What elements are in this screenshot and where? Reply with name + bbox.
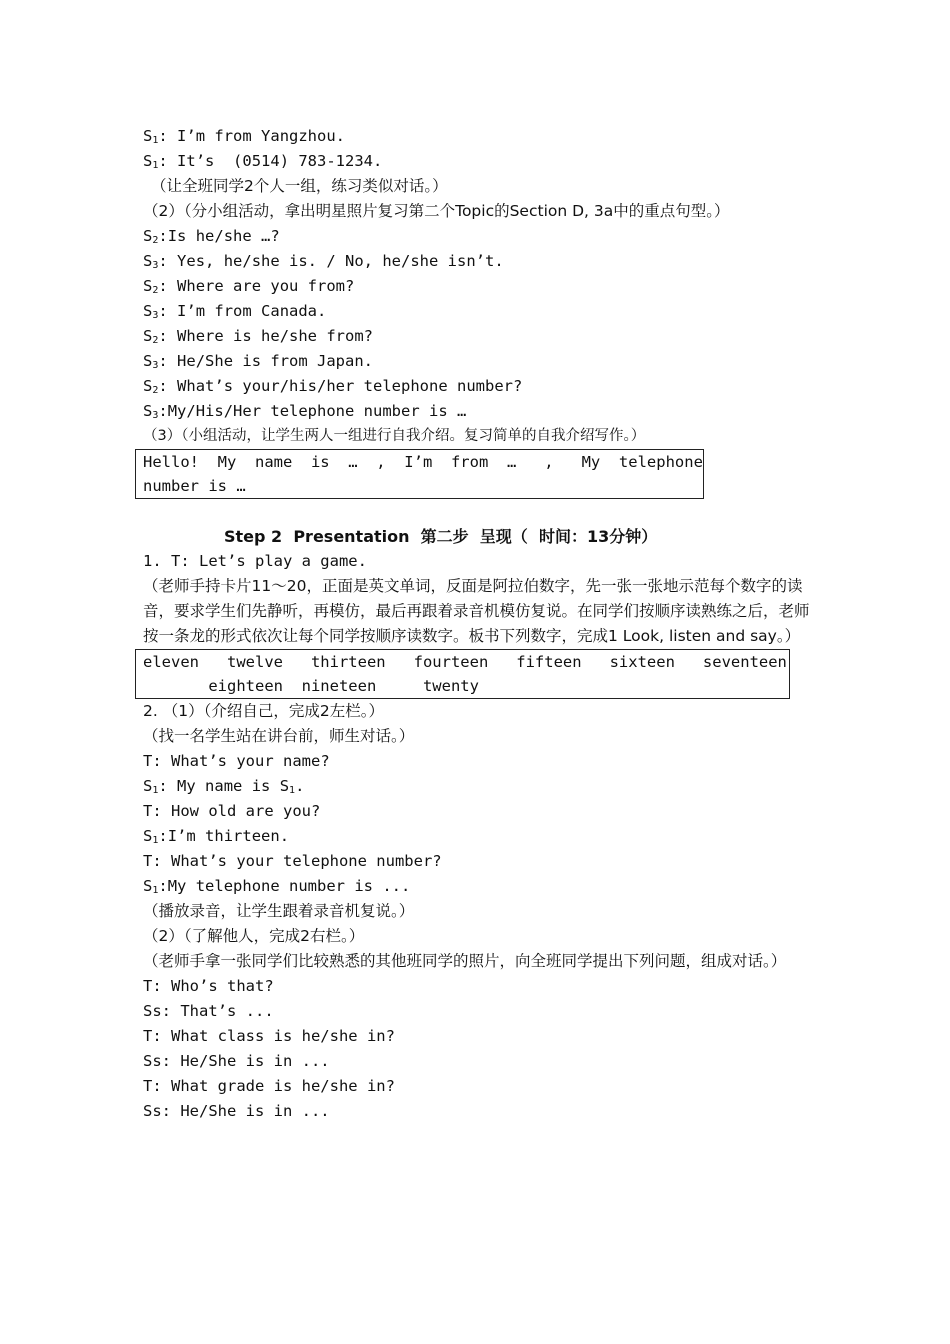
dialogue-line: $S_2$: Where is he/she from?: [143, 327, 374, 346]
dialogue-line: Ss: He/She is in ...: [143, 1102, 330, 1120]
dialogue-line: $S_1:My$ telephone number is ...: [143, 877, 411, 896]
box-line: Hello! My name is … , I’m from … , My telephone: [143, 453, 703, 471]
dialogue-line: $S_1$: My name is $S_1$.: [143, 777, 305, 796]
numbers-box: [135, 649, 790, 699]
instruction-note: （找一名学生站在讲台前，师生对话。）: [143, 727, 415, 745]
box-line: eighteen nineteen twenty: [143, 677, 479, 695]
dialogue-line: T: Who’s that?: [143, 977, 274, 995]
instruction-note: （2）（分小组活动，拿出明星照片复习第二个Topic的Section D, 3a中的重点句型。）: [143, 202, 730, 220]
instruction-note: （老师手持卡片11～20，正面是英文单词，反面是阿拉伯数字，先一张一张地示范每个数字的读音，要求学生们先静听，再模仿，最后再跟着录音机模仿复说。在同学们按顺序读熟练之后，老师按一条龙的形式依次让每个同学按顺序读数字。板书下列数字，完成1 Look, listen and say。）: [143, 577, 810, 645]
dialogue-line: $S_1$: It’s (0514) 783-1234.: [143, 152, 383, 171]
dialogue-line: 1. T: Let’s play a game.: [143, 552, 367, 570]
dialogue-line: $S_2$: What’s your/his/her telephone number?: [143, 377, 523, 396]
dialogue-line: $S_1:I’m$ thirteen.: [143, 827, 290, 846]
dialogue-line: $S_1$: I’m from Yangzhou.: [143, 127, 346, 146]
instruction-note: （让全班同学2个人一组，练习类似对话。）: [151, 177, 448, 195]
item-heading: 2. （1）（介绍自己，完成2左栏。）: [143, 702, 384, 720]
instruction-note: （播放录音，让学生跟着录音机复说。）: [143, 902, 415, 920]
dialogue-line: $S_3$: He/She is from Japan.: [143, 352, 374, 371]
dialogue-line: $S_3:My/His$/Her telephone number is …: [143, 402, 467, 421]
box-line: number is …: [143, 477, 246, 495]
dialogue-line: $S_3$: Yes, he/she is. / No, he/she isn’t.: [143, 252, 504, 271]
dialogue-line: $S_2:Is$ he/she …?: [143, 227, 280, 246]
box-line: eleven twelve thirteen fourteen fifteen sixteen seventeen: [143, 653, 787, 671]
dialogue-line: T: What class is he/she in?: [143, 1027, 395, 1045]
dialogue-line: T: How old are you?: [143, 802, 321, 820]
dialogue-line: T: What grade is he/she in?: [143, 1077, 395, 1095]
self-intro-box: [135, 449, 704, 499]
item-heading: （2）（了解他人，完成2右栏。）: [143, 927, 365, 945]
step-heading: Step 2 Presentation 第二步 呈现（ 时间：13分钟）: [224, 527, 658, 546]
document-page: [143, 124, 823, 1124]
dialogue-line: T: What’s your telephone number?: [143, 852, 442, 870]
dialogue-line: Ss: He/She is in ...: [143, 1052, 330, 1070]
instruction-note: （老师手拿一张同学们比较熟悉的其他班同学的照片，向全班同学提出下列问题，组成对话。）: [143, 952, 787, 970]
dialogue-line: Ss: That’s ...: [143, 1002, 274, 1020]
instruction-note: （3）（小组活动，让学生两人一组进行自我介绍。复习简单的自我介绍写作。）: [143, 428, 646, 444]
dialogue-line: T: What’s your name?: [143, 752, 330, 770]
dialogue-line: $S_3$: I’m from Canada.: [143, 302, 327, 321]
dialogue-line: $S_2$: Where are you from?: [143, 277, 355, 296]
